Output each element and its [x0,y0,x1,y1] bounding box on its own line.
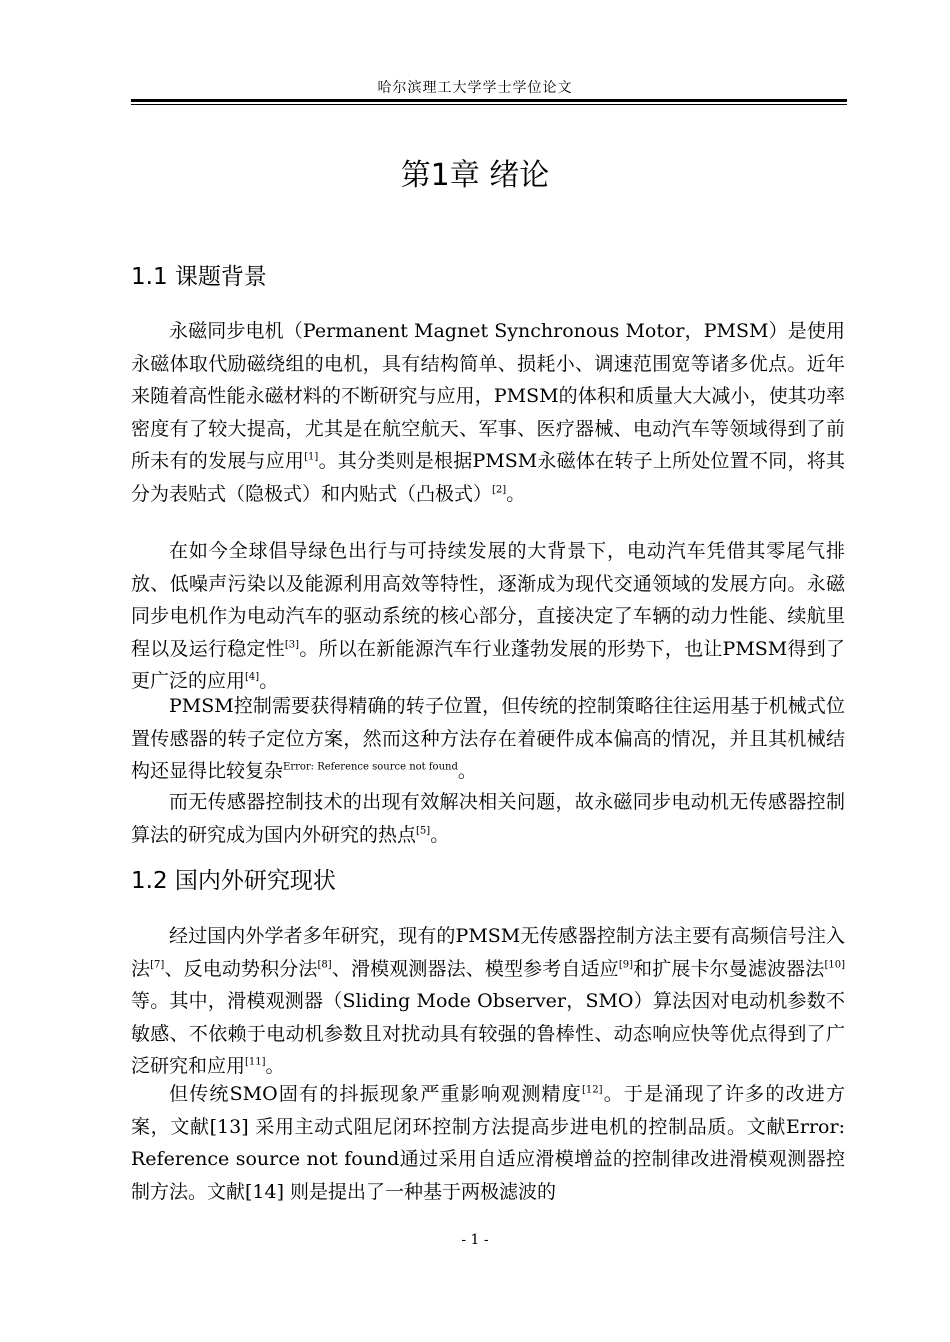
text-run: 。 [259,670,279,692]
page-header: 哈尔滨理工大学学士学位论文 [377,80,573,96]
text-run: 而无传感器控制技术的出现有效解决相关问题，故永磁同步电动机无传感器控制算法的研究成为国内外研究的热点 [131,791,845,846]
text-run: 。 [265,1055,285,1077]
page-number: - 1 - [461,1232,489,1248]
text-run: 。其分类则是根据PMSM永磁体在转子上所处位置不同，将其分为表贴式（隐极式）和内贴式（凸极式） [131,450,845,505]
text-run: 。 [457,760,477,782]
text-run: 、滑模观测器法、模型参考自适应 [331,957,619,980]
citation: [3] [284,639,300,651]
citation: [11] [245,1056,266,1068]
paragraph-background-1 [131,315,845,510]
text-run: 经过国内外学者多年研究，现有的PMSM无传感器控制方法主要有高频信号注入法 [131,925,845,980]
text-run: 但传统SMO固有的抖振现象严重影响观测精度 [169,1083,582,1105]
section-heading-1-1: 1.1 课题背景 [131,264,267,290]
text-run: 永磁同步电机（Permanent Magnet Synchronous Motor，PMSM）是使用永磁体取代励磁绕组的电机，具有结构简单、损耗小、调速范围宽等诸多优点。近年来随着高性能永磁材料的不断研究与应用，PMSM的体积和质量大大减小，使其功率密度有了较大提高，尤其是在航空航天、军事、医疗器械、电动汽车等领域得到了前所未有的发展与应用 [131,320,845,472]
paragraph-background-2 [131,535,845,698]
header-rule-thin [131,104,847,105]
citation: [1] [304,451,319,463]
citation: [10] [824,959,845,971]
citation: [5] [416,825,431,837]
text-run: 和扩展卡尔曼滤波器法 [632,957,825,980]
citation: [4] [245,671,260,683]
text-run: 。 [430,823,450,846]
citation-error: Error: Reference source not found [283,761,458,773]
chapter-title: 第1章 绪论 [400,158,550,193]
paragraph-background-4 [131,786,845,851]
text-run: PMSM控制需要获得精确的转子位置，但传统的控制策略往往运用基于机械式位置传感器的转子定位方案，然而这种方法存在着硬件成本偏高的情况，并且其机械结构还显得比较复杂 [131,695,845,782]
paragraph-background-3 [131,690,845,788]
section-heading-1-2: 1.2 国内外研究现状 [131,868,336,894]
text-run: 等。其中，滑模观测器（Sliding Mode Observer，SMO）算法因对电动机参数不敏感、不依赖于电动机参数且对扰动具有较强的鲁棒性、动态响应快等优点得到了广泛研究和应用 [131,990,845,1077]
paragraph-research-2 [131,1078,845,1208]
text-run: 。于是涌现了许多的改进方案，文献[13] 采用主动式阻尼闭环控制方法提高步进电机的控制品质。文献Error: Reference source not found通过采用自适应滑模增益的控制律改进滑模观测器控制方法。文献[14] 则是提出了一种基于两极滤波的 [131,1083,845,1203]
citation: [7] [150,959,165,971]
citation: [9] [618,959,633,971]
text-run: 、反电动势积分法 [164,957,318,980]
paragraph-research-1 [131,920,845,1083]
citation: [2] [492,484,507,496]
citation: [8] [317,959,332,971]
text-run: 。 [506,482,526,505]
text-run: 在如今全球倡导绿色出行与可持续发展的大背景下，电动汽车凭借其零尾气排放、低噪声污染以及能源利用高效等特性，逐渐成为现代交通领域的发展方向。永磁同步电机作为电动汽车的驱动系统的核心部分，直接决定了车辆的动力性能、续航里程以及运行稳定性 [131,540,845,660]
citation: [12] [581,1084,603,1096]
header-rule-thick [131,99,847,102]
text-run: 。所以在新能源汽车行业蓬勃发展的形势下，也让PMSM得到了更广泛的应用 [131,637,845,692]
